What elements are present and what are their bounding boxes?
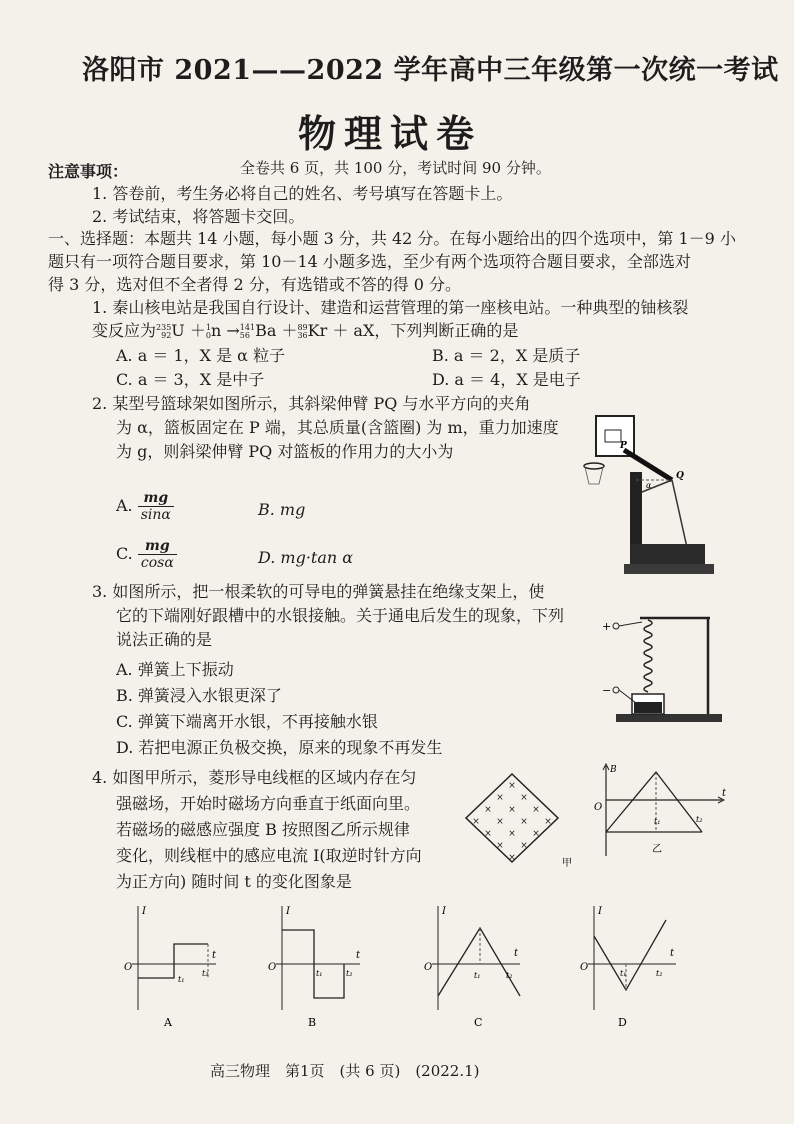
basketball-stand-figure	[572, 412, 732, 584]
q1-stem-line1: 1. 秦山核电站是我国自行设计、建造和运营管理的第一座核电站。一种典型的铀核裂	[92, 298, 689, 317]
graph-c-label: C	[474, 1016, 483, 1029]
t-axis-label: t	[722, 788, 727, 799]
q2-stem-line1: 2. 某型号篮球架如图所示，其斜梁伸臂 PQ 与水平方向的夹角	[92, 394, 531, 413]
b-t-graph	[592, 760, 732, 864]
graph-c-o-label: O	[424, 962, 433, 973]
graph-d-label: D	[618, 1016, 627, 1029]
graph-a-o-label: O	[124, 962, 133, 973]
field-cross: ×	[484, 805, 492, 815]
field-cross: ×	[520, 817, 528, 827]
graph-b-t1-label: t₁	[316, 969, 323, 978]
rhombus-field-figure	[462, 770, 574, 870]
q1-option-c: C. a ＝ 3，X 是中子	[116, 370, 265, 389]
graph-d-t-label: t	[670, 948, 675, 959]
graph-d	[580, 900, 680, 1030]
graph-a-label: A	[164, 1016, 172, 1029]
q2-stem-line2: 为 α，篮板固定在 P 端，其总质量(含篮圈) 为 m，重力加速度	[116, 418, 559, 437]
field-cross: ×	[496, 817, 504, 827]
q2-option-b: B. mg	[258, 500, 306, 519]
graph-d-o-label: O	[580, 962, 589, 973]
field-cross: ×	[520, 841, 528, 851]
field-cross: ×	[508, 805, 516, 815]
q2-option-d: D. mg·tan α	[258, 548, 354, 567]
q1-option-d: D. a ＝ 4，X 是电子	[432, 370, 581, 389]
q3-stem-line2: 它的下端刚好跟槽中的水银接触。关于通电后发生的现象，下列	[116, 606, 565, 625]
q3-option-c: C. 弹簧下端离开水银，不再接触水银	[116, 712, 378, 731]
graph-a-t2-label: t₂	[202, 969, 209, 978]
graph-b-label: B	[308, 1016, 317, 1029]
graph-b-i-label: I	[286, 906, 290, 917]
graph-c-t2-label: t₂	[506, 971, 513, 980]
label-q: Q	[676, 471, 684, 481]
graph-b	[268, 900, 364, 1030]
b-axis-label: B	[610, 765, 617, 775]
field-cross: ×	[496, 841, 504, 851]
t1-label: t₁	[654, 817, 661, 826]
q3-option-a: A. 弹簧上下振动	[116, 660, 234, 679]
q1-stem-line2: 变反应为235 92U ＋1 0n →141 56 Ba ＋89 36Kr ＋ aX，下列判断正确的是	[92, 321, 519, 340]
q3-stem-line3: 说法正确的是	[116, 630, 213, 649]
graph-c-i-label: I	[442, 906, 446, 917]
field-cross: ×	[496, 793, 504, 803]
label-p: P	[620, 441, 627, 451]
q2-option-a: A. $\frac{mg}{\sin\alpha}$	[116, 490, 174, 523]
q3-stem-line1: 3. 如图所示，把一根柔软的可导电的弹簧悬挂在绝缘支架上，使	[92, 582, 545, 601]
field-cross: ×	[508, 829, 516, 839]
graph-d-t2-label: t₂	[656, 969, 663, 978]
graph-a	[124, 900, 220, 1030]
q4-stem-line2: 强磁场，开始时磁场方向垂直于纸面向里。	[116, 794, 421, 813]
graph-c	[424, 900, 524, 1030]
notes-heading: 注意事项：	[48, 162, 129, 181]
graph-c-t-label: t	[514, 948, 519, 959]
exam-title: 洛阳市 2021——2022 学年高中三年级第一次统一考试	[82, 55, 779, 86]
graph-b-t2-label: t₂	[346, 969, 353, 978]
spring-mercury-figure	[598, 610, 730, 728]
label-alpha: α	[646, 481, 652, 490]
field-cross: ×	[544, 817, 552, 827]
q1-option-b: B. a ＝ 2，X 是质子	[432, 346, 581, 365]
note-item-2: 2. 考试结束，将答题卡交回。	[92, 207, 305, 226]
q2-option-c: C. $\frac{mg}{\cos\alpha}$	[116, 538, 177, 571]
origin-label: O	[594, 802, 603, 813]
field-cross: ×	[508, 853, 516, 863]
field-cross: ×	[484, 829, 492, 839]
q1-option-a: A. a ＝ 1，X 是 α 粒子	[116, 346, 286, 365]
section1-line3: 得 3 分，选对但不全者得 2 分，有选错或不答的得 0 分。	[48, 275, 462, 294]
q4-stem-line5: 为正方向) 随时间 t 的变化图象是	[116, 872, 352, 891]
t2-label: t₂	[696, 815, 703, 824]
field-cross: ×	[508, 781, 516, 791]
page-footer: 高三物理 第1页 (共 6 页) (2022.1)	[210, 1062, 480, 1080]
q3-option-d: D. 若把电源正负极交换，原来的现象不再发生	[116, 738, 443, 757]
graph-b-o-label: O	[268, 962, 277, 973]
graph-a-t-label: t	[212, 950, 217, 961]
subject-title: 物理试卷	[298, 111, 483, 156]
graph-a-i-label: I	[142, 906, 146, 917]
graph-a-t1-label: t₁	[178, 975, 185, 984]
plus-terminal: +	[602, 620, 612, 633]
jia-label: 甲	[562, 858, 572, 869]
note-item-1: 1. 答卷前，考生务必将自己的姓名、考号填写在答题卡上。	[92, 184, 513, 203]
q2-stem-line3: 为 g，则斜梁伸臂 PQ 对篮板的作用力的大小为	[116, 442, 454, 461]
graph-b-t-label: t	[356, 950, 361, 961]
field-cross: ×	[532, 829, 540, 839]
section1-line1: 一、选择题：本题共 14 小题，每小题 3 分，共 42 分。在每小题给出的四个选项中，第 1－9 小	[48, 229, 736, 248]
field-cross: ×	[520, 793, 528, 803]
field-cross: ×	[532, 805, 540, 815]
section1-line2: 题只有一项符合题目要求，第 10－14 小题多选，至少有两个选项符合题目要求，全部选对	[48, 252, 691, 271]
q3-option-b: B. 弹簧浸入水银更深了	[116, 686, 282, 705]
q4-stem-line4: 变化，则线框中的感应电流 I(取逆时针方向	[116, 846, 422, 865]
q4-stem-line3: 若磁场的磁感应强度 B 按照图乙所示规律	[116, 820, 410, 839]
exam-info: 全卷共 6 页，共 100 分，考试时间 90 分钟。	[240, 159, 551, 177]
q4-stem-line1: 4. 如图甲所示，菱形导电线框的区域内存在匀	[92, 768, 417, 787]
graph-c-t1-label: t₁	[474, 971, 481, 980]
yi-label: 乙	[652, 844, 662, 855]
graph-d-t1-label: t₁	[620, 969, 627, 978]
field-cross: ×	[472, 817, 480, 827]
graph-d-i-label: I	[598, 906, 602, 917]
minus-terminal: −	[602, 684, 612, 697]
